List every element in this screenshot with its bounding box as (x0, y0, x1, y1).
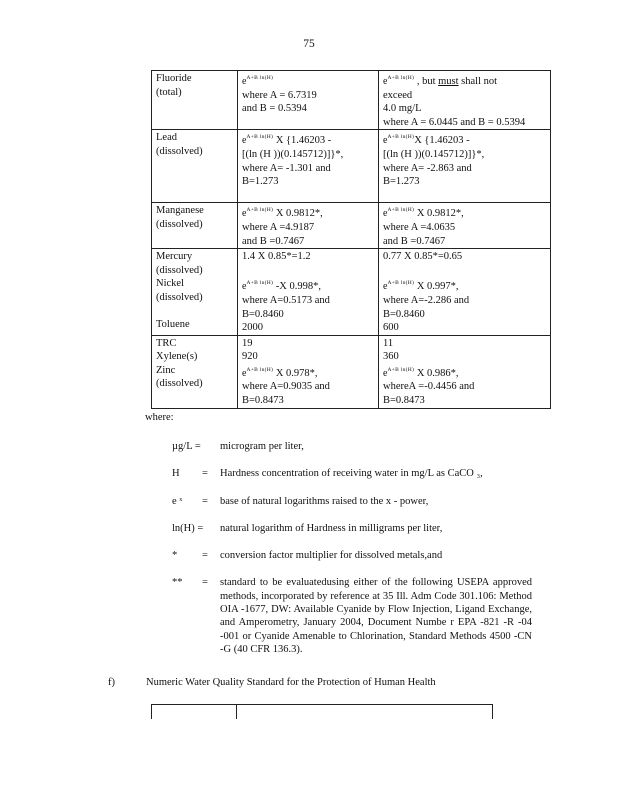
cell-spacer (242, 189, 375, 203)
cell-line: B=1.273 (242, 176, 279, 188)
exponent-base: e (383, 76, 388, 87)
cell-line: where A =4.0635 (383, 221, 456, 233)
cell-line: where A= -2.863 and (383, 162, 472, 174)
exponent-base: e (242, 208, 247, 220)
definition-item (172, 467, 532, 480)
definition-item (172, 576, 532, 656)
cell-line: whereA =-0.4456 and (383, 381, 475, 393)
definition-text: conversion factor multiplier for dissolved metals,and (220, 550, 443, 562)
exponent-power: A+B ln(H) (387, 134, 415, 141)
cell-line: where A=0.5173 and (242, 294, 330, 306)
cell-line: 19 (242, 337, 253, 349)
cell-line: Fluoride (156, 73, 192, 84)
expression-tail: , but (414, 76, 439, 87)
exponent-power: A+B ln(H) (246, 366, 274, 373)
exponent-expression (242, 204, 375, 221)
cell-spacer (242, 264, 375, 278)
cell-line: where A=-2.286 and (383, 294, 470, 306)
cell-line: 2000 (242, 322, 263, 334)
cell-line: 920 (242, 351, 258, 363)
cell-line: [(ln (H ))(0.145712)]}*, (242, 148, 344, 160)
expression-tail: X 0.9812*, (414, 208, 464, 220)
expression-tail: X {1.46203 - (414, 135, 470, 147)
cell-line: 0.77 X 0.85*=0.65 (383, 251, 463, 263)
definition-item (172, 440, 532, 453)
cell-line: Nickel (156, 278, 184, 290)
cell-line: Lead (156, 132, 177, 144)
definition-text: microgram per liter, (220, 441, 304, 452)
standard-cell-lake-michigan (379, 249, 551, 336)
cell-line: 11 (383, 337, 394, 349)
cell-line: and B = 0.5394 (242, 103, 307, 115)
definitions-list (172, 440, 532, 670)
cell-line: exceed (383, 89, 413, 101)
exponent-expression (242, 72, 375, 89)
definition-item (172, 495, 532, 508)
exponent-expression (383, 277, 547, 294)
exponent-base: e (242, 281, 247, 293)
cell-line: where A= -1.301 and (242, 162, 331, 174)
standard-cell-general (238, 71, 379, 130)
cell-line: (total) (156, 86, 182, 98)
cell-line: where A=0.9035 and (242, 381, 330, 393)
table-column-divider (236, 705, 237, 719)
exponent-expression (242, 277, 375, 294)
table-row (152, 335, 551, 408)
where-label: where: (145, 412, 174, 423)
cell-line: (dissolved) (156, 291, 203, 303)
substance-cell (152, 203, 238, 249)
cell-line: B=0.8460 (383, 308, 425, 320)
cell-line: Xylene(s) (156, 351, 198, 363)
exponent-base: e (242, 135, 247, 147)
expression-tail: X {1.46203 - (273, 135, 332, 147)
definition-text: natural logarithm of Hardness in milligrams per liter, (220, 522, 443, 534)
exponent-base: e (242, 76, 247, 87)
exponent-expression (383, 204, 547, 221)
section-title: Numeric Water Quality Standard for the Protection of Human Health (146, 677, 436, 688)
substance-cell (152, 335, 238, 408)
definition-term: H (172, 468, 180, 480)
cell-line: [(ln (H ))(0.145712)]}*, (383, 148, 485, 160)
cell-line (156, 305, 234, 319)
cell-spacer (383, 189, 547, 203)
section-letter: f) (108, 677, 115, 688)
cell-spacer (383, 264, 547, 278)
cell-line: TRC (156, 337, 177, 349)
exponent-expression (383, 72, 547, 89)
exponent-base: e (383, 367, 388, 379)
cell-line: Toluene (156, 319, 190, 331)
section-heading (108, 677, 436, 688)
standard-cell-lake-michigan (379, 130, 551, 203)
cell-line: (dissolved) (156, 145, 203, 157)
substance-cell (152, 130, 238, 203)
definition-equals: = (202, 550, 208, 562)
substance-cell (152, 249, 238, 336)
exponent-expression (242, 364, 375, 381)
definition-equals: = (202, 577, 208, 589)
exponent-power: A+B ln(H) (246, 134, 274, 141)
cell-line: (dissolved) (156, 264, 203, 276)
definition-term: e ˣ (172, 495, 183, 507)
definition-term: ln(H) = (172, 522, 204, 534)
exponent-power: A+B ln(H) (246, 280, 274, 287)
cell-line: 360 (383, 351, 399, 363)
exponent-power: A+B ln(H) (387, 207, 415, 214)
standard-cell-general (238, 249, 379, 336)
exponent-expression (242, 131, 375, 148)
cell-line: Mercury (156, 251, 193, 263)
exponent-base: e (383, 208, 388, 220)
standard-cell-general (238, 335, 379, 408)
cell-line: and B =0.7467 (242, 235, 305, 247)
definition-text: base of natural logarithms raised to the x - power, (220, 495, 429, 507)
cell-line: where A = 6.0445 and B = 0.5394 (383, 116, 526, 128)
cell-line: Manganese (156, 205, 204, 217)
standard-cell-general (238, 130, 379, 203)
expression-tail: X 0.997*, (414, 281, 459, 293)
expression-tail: X 0.978*, (273, 367, 318, 379)
exponent-expression (383, 364, 547, 381)
table-row (152, 71, 551, 130)
substance-cell (152, 71, 238, 130)
definition-item (172, 522, 532, 535)
cell-spacer (156, 159, 234, 173)
expression-tail: X 0.9812*, (273, 208, 323, 220)
exponent-expression (383, 131, 547, 148)
exponent-power: A+B ln(H) (387, 280, 415, 287)
standard-cell-lake-michigan (379, 335, 551, 408)
water-quality-standards-table (151, 70, 551, 409)
cell-line: 1.4 X 0.85*=1.2 (242, 251, 311, 263)
human-health-table-header (151, 704, 493, 719)
cell-line: B=0.8473 (383, 395, 425, 407)
expression-tail: shall not (458, 76, 498, 87)
standard-cell-lake-michigan (379, 203, 551, 249)
standard-cell-lake-michigan (379, 71, 551, 130)
exponent-power: A+B ln(H) (246, 75, 274, 81)
cell-line: where A =4.9187 (242, 221, 315, 233)
table-row (152, 249, 551, 336)
definition-equals: = (202, 495, 208, 507)
table-row (152, 130, 551, 203)
cell-line: B=0.8460 (242, 308, 284, 320)
cell-line: (dissolved) (156, 378, 203, 390)
standard-cell-general (238, 203, 379, 249)
definition-equals: = (202, 468, 208, 480)
expression-tail: -X 0.998*, (273, 281, 322, 293)
cell-line: and B =0.7467 (383, 235, 446, 247)
cell-line: 4.0 mg/L (383, 103, 422, 115)
cell-line: 600 (383, 322, 399, 334)
cell-line: (dissolved) (156, 218, 203, 230)
table-row (152, 203, 551, 249)
cell-line: where A = 6.7319 (242, 89, 317, 101)
underlined-word: must (438, 76, 459, 87)
exponent-power: A+B ln(H) (246, 207, 274, 214)
definition-term: ** (172, 577, 183, 589)
definition-item (172, 549, 532, 562)
exponent-base: e (383, 135, 388, 147)
exponent-power: A+B ln(H) (387, 366, 415, 373)
page-number: 75 (303, 38, 315, 50)
cell-line: B=0.8473 (242, 395, 284, 407)
exponent-power: A+B ln(H) (387, 75, 415, 81)
exponent-base: e (242, 367, 247, 379)
definition-text: standard to be evaluatedusing either of the following USEPA approved methods, incorporated by reference at 35 Ill. Adm Code 301.106: Method OIA -1677, DW: Available Cyanide by Flow Injection, Ligand Exchange, and Amperometry, January 2004, Document Numbe r EPA -821 -R -04 -001 or Cyanide Amenable to Chlorination, Standard Methods 4500 -CN -G (40 CFR 136.3). (220, 577, 532, 655)
expression-tail: X 0.986*, (414, 367, 459, 379)
cell-line: B=1.273 (383, 176, 420, 188)
exponent-base: e (383, 281, 388, 293)
definition-text: Hardness concentration of receiving water in mg/L as CaCO ₃, (220, 468, 483, 480)
definition-term: * (172, 550, 178, 562)
definition-term: µg/L = (172, 441, 201, 452)
cell-line: Zinc (156, 364, 176, 376)
